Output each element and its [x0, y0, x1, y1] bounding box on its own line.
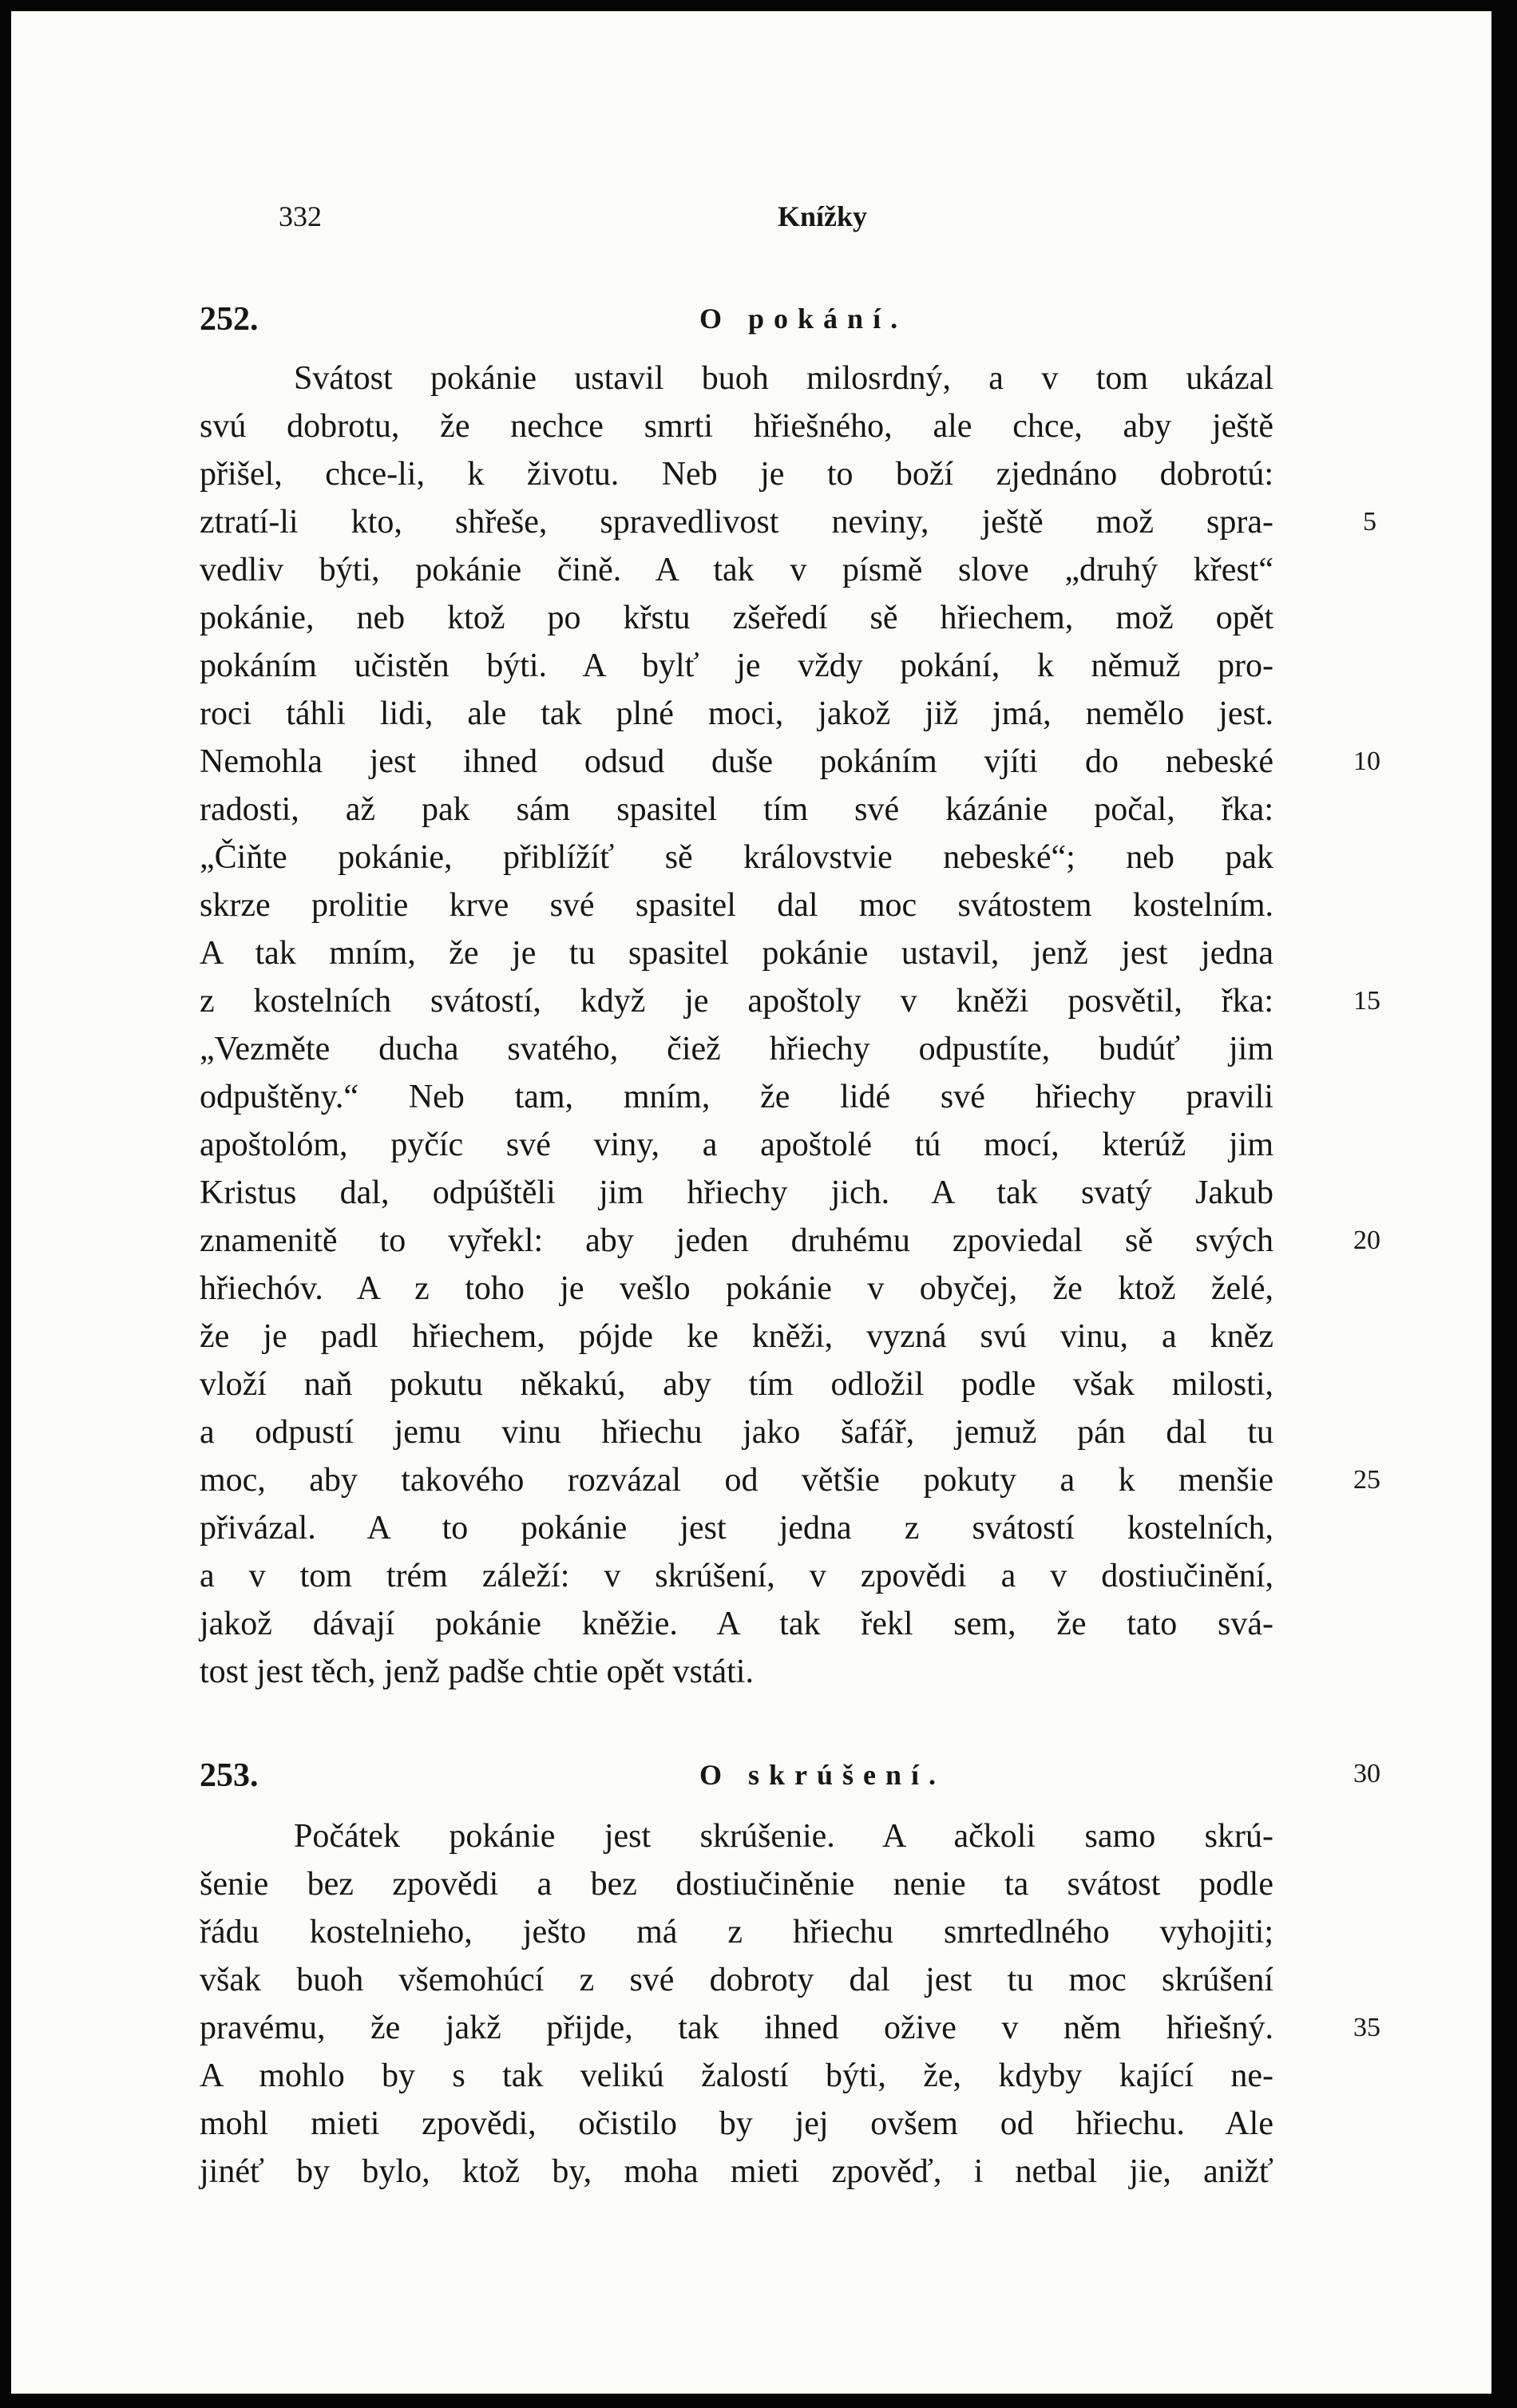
text-line: tost jest těch, jenž padše chtie opět vstáti.	[200, 1654, 754, 1690]
text-line: A mohlo by s tak velikú žalostí býti, že, kdyby kající ne-	[200, 2057, 1273, 2094]
section-title: O skrúšení.	[699, 1759, 946, 1791]
text-line: pravému, že jakž přijde, tak ihned ožive v něm hřiešný.	[200, 2010, 1273, 2046]
text-line: „Čiňte pokánie, přiblížíť sě královstvie nebeské“; neb pak	[200, 839, 1273, 876]
running-head	[11, 200, 1491, 248]
text-line: „Vezměte ducha svatého, čiež hřiechy odpustíte, budúť jim	[200, 1031, 1273, 1067]
text-line: řádu kostelnieho, ješto má z hřiechu smrtedlného vyhojiti;	[200, 1914, 1273, 1951]
text-line: apoštolóm, pyčíc své viny, a apoštolé tú mocí, kterúž jim	[200, 1127, 1273, 1163]
text-line: přivázal. A to pokánie jest jedna z svátostí kostelních,	[200, 1510, 1273, 1547]
text-line: Svátost pokánie ustavil buoh milosrdný, a v tom ukázal	[294, 360, 1273, 397]
text-line: z kostelních svátostí, když je apoštoly v kněži posvětil, řka:	[200, 983, 1273, 1020]
text-line: ztratí-li kto, shřeše, spravedlivost neviny, ještě mož spra-	[200, 504, 1273, 541]
text-line: a v tom trém záleží: v skrúšení, v zpovědi a v dostiučinění,	[200, 1558, 1273, 1594]
text-line: jakož dávají pokánie kněžie. A tak řekl sem, že tato svá-	[200, 1606, 1273, 1642]
text-line: znamenitě to vyřekl: aby jeden druhému zpoviedal sě svých	[200, 1222, 1273, 1259]
text-line: hřiechóv. A z toho je vešlo pokánie v obyčej, že ktož želé,	[200, 1270, 1273, 1307]
text-line: vloží naň pokutu někakú, aby tím odložil podle však milosti,	[200, 1366, 1273, 1403]
text-line: radosti, až pak sám spasitel tím své kázánie počal, řka:	[200, 791, 1273, 828]
line-number: 30	[1353, 1759, 1380, 1788]
text-line: že je padl hřiechem, pójde ke kněži, vyzná svú vinu, a kněz	[200, 1318, 1273, 1355]
text-line: Kristus dal, odpúštěli jim hřiechy jich. A tak svatý Jakub	[200, 1174, 1273, 1211]
text-line: přišel, chce-li, k životu. Neb je to boží zjednáno dobrotú:	[200, 456, 1273, 493]
text-line: mohl mieti zpovědi, očistilo by jej ovšem od hřiechu. Ale	[200, 2105, 1273, 2142]
running-title: Knížky	[778, 200, 868, 232]
text-line: a odpustí jemu vinu hřiechu jako šafář, jemuž pán dal tu	[200, 1414, 1273, 1451]
text-line: Nemohla jest ihned odsud duše pokáním vjíti do nebeské	[200, 743, 1273, 780]
text-line: A tak mním, že je tu spasitel pokánie ustavil, jenž jest jedna	[200, 935, 1273, 972]
line-number: 20	[1353, 1226, 1380, 1255]
text-line: pokáním učistěn býti. A bylť je vždy pokání, k němuž pro-	[200, 648, 1273, 684]
text-line: odpuštěny.“ Neb tam, mním, že lidé své hřiechy pravili	[200, 1079, 1273, 1115]
page-number: 332	[279, 200, 322, 232]
book-page	[11, 11, 1491, 2394]
text-line: však buoh všemohúcí z své dobroty dal jest tu moc skrúšení	[200, 1962, 1273, 1998]
text-line: pokánie, neb ktož po křstu zšeředí sě hřiechem, mož opět	[200, 600, 1273, 636]
text-line: jinéť by bylo, ktož by, moha mieti zpověď, i netbal jie, anižť	[200, 2153, 1273, 2190]
text-line: moc, aby takového rozvázal od většie pokuty a k menšie	[200, 1462, 1273, 1499]
line-number: 5	[1363, 507, 1376, 537]
line-number: 35	[1353, 2013, 1380, 2042]
text-line: vedliv býti, pokánie čině. A tak v písmě slove „druhý křest“	[200, 552, 1273, 588]
text-line: svú dobrotu, že nechce smrti hřiešného, ale chce, aby ještě	[200, 408, 1273, 445]
line-number: 10	[1353, 747, 1380, 776]
text-line: Počátek pokánie jest skrúšenie. A ačkoli samo skrú-	[294, 1818, 1273, 1855]
text-line: roci táhli lidi, ale tak plné moci, jakož již jmá, nemělo jest.	[200, 695, 1273, 732]
section-number: 253.	[200, 1757, 259, 1794]
text-line: šenie bez zpovědi a bez dostiučiněnie nenie ta svátost podle	[200, 1866, 1273, 1903]
section-number: 252.	[200, 301, 259, 338]
line-number: 15	[1353, 986, 1380, 1016]
line-number: 25	[1353, 1465, 1380, 1495]
text-line: skrze prolitie krve své spasitel dal moc svátostem kostelním.	[200, 887, 1273, 924]
section-title: O pokání.	[699, 303, 908, 335]
